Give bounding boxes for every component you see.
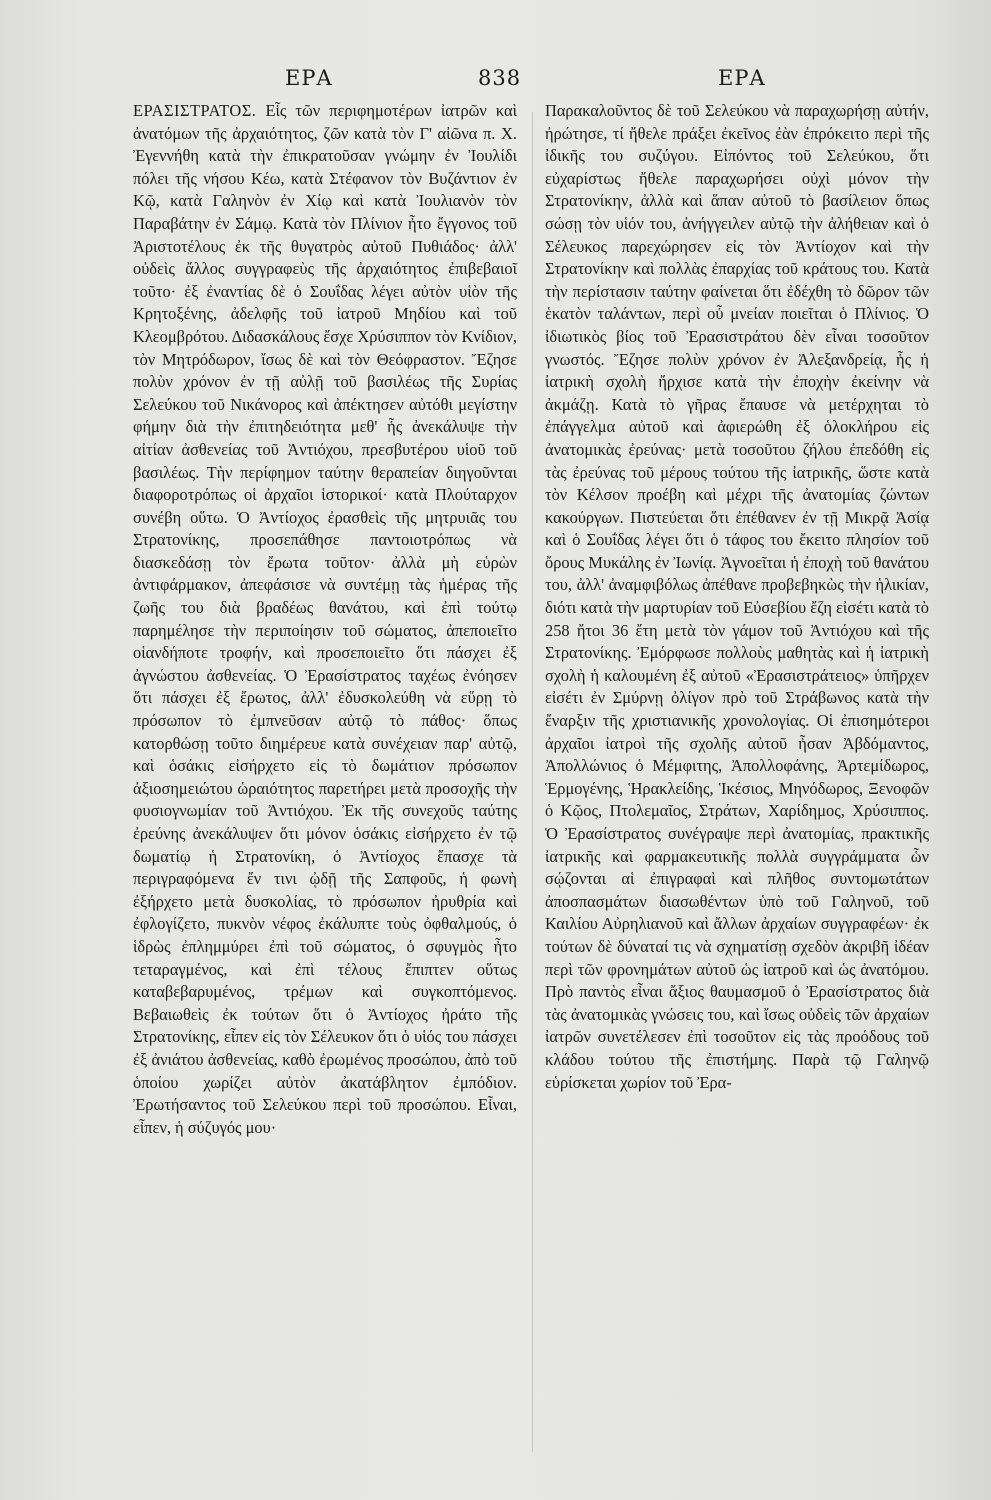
left-column bbox=[133, 100, 517, 1139]
entry-title: ΕΡΑΣΙΣΤΡΑΤΟΣ. bbox=[133, 101, 257, 120]
header-left-guideword: ΕΡΑ bbox=[285, 66, 333, 90]
entry-text: Εἷς τῶν περιφημοτέρων ἰατρῶν καὶ ἀνατόμων τῆς ἀρχαιότητος, ζῶν κατὰ τὸν Γ' αἰῶνα π. Χ. Ἐγεννήθη κατὰ τὴν ἐπικρατοῦσαν γνώμην ἐν Ἰουλίδι πόλει τῆς νήσου Κέω, κατὰ Στέφανον τὸν Βυζάντιον ἐν Κῷ, κατὰ Γαληνὸν ἐν Χίῳ καὶ κατὰ Ἰουλιανὸν τὸν Παραβάτην ἐν Σάμῳ. Κατὰ τὸν Πλίνιον ἦτο ἔγγονος τοῦ Ἀριστοτέλους ἐκ τῆς θυγατρὸς αὐτοῦ Πυθιάδος· ἀλλ' οὐδεὶς ἄλλος συγγραφεὺς τῆς ἀρχαιότητος ἐπιβεβαιοῖ τοῦτο· ἐξ ἐναντίας δὲ ὁ Σουΐδας λέγει αὐτὸν υἱὸν τῆς Κρητοξένης, ἀδελφῆς τοῦ ἰατροῦ Μηδίου καὶ τοῦ Κλεομβρότου. Διδασκάλους ἔσχε Χρύσιππον τὸν Κνίδιον, τὸν Μητρόδωρον, ἴσως δὲ καὶ τὸν Θεόφραστον. Ἔζησε πολὺν χρόνον ἐν τῇ αὐλῇ τοῦ βασιλέως τῆς Συρίας Σελεύκου τοῦ Νικάνορος καὶ ἀπέκτησεν αὐτόθι μεγίστην φήμην διὰ τὴν ἐπιτηδειότητα μεθ' ἧς ἀνεκάλυψε τὴν αἰτίαν ἀσθενείας τοῦ Ἀντιόχου, πρεσβυτέρου υἱοῦ τοῦ βασιλέως. Τὴν περίφημον ταύτην θεραπείαν διηγοῦνται διαφοροτρόπως οἱ ἀρχαῖοι ἱστορικοί· κατὰ Πλούταρχον συνέβη οὕτω. Ὁ Ἀντίοχος ἐρασθεὶς τῆς μητρυιᾶς του Στρατονίκης, προσεπάθησε παντοιοτρόπως νὰ διασκεδάσῃ τὸν ἔρωτα τοῦτον· ἀλλὰ μὴ εὑρὼν ἀντιφάρμακον, ἀπεφάσισε νὰ συντέμῃ τὰς ἡμέρας τῆς ζωῆς του διὰ βραδέως θανάτου, καὶ ἐπὶ τούτῳ παρημέλησε τὴν περιποίησιν τοῦ σώματος, ἀπεποιεῖτο οἱανδήποτε τροφήν, καὶ προσεποιεῖτο ὅτι πάσχει ἐξ ἀγνώστου ἀσθενείας. Ὁ Ἐρασίστρατος ταχέως ἐνόησεν ὅτι πάσχει ἐξ ἔρωτος, ἀλλ' ἐδυσκολεύθη νὰ εὕρῃ τὸ πρόσωπον τὸ ἐμπνεῦσαν αὐτῷ τὸ πάθος· ὅπως κατορθώσῃ τοῦτο διημέρευε κατὰ συνέχειαν παρ' αὐτῷ, καὶ ὁσάκις εἰσήρχετο εἰς τὸ δωμάτιον πρόσωπον ἀξιοσημειώτου ὡραιότητος παρετήρει μετὰ προσοχῆς τὴν φυσιογνωμίαν τοῦ Ἀντιόχου. Ἐκ τῆς συνεχοῦς ταύτης ἐρεύνης ἀνεκάλυψεν ὅτι μόνον ὁσάκις εἰσήρχετο ἐν τῷ δωματίῳ ἡ Στρατονίκη, ὁ Ἀντίοχος ἔπασχε τὰ περιγραφόμενα ἔν τινι ᾠδῇ τῆς Σαπφοῦς, ἡ φωνὴ ἐξήρχετο μετὰ δυσκολίας, τὸ πρόσωπον ἠρυθρία καὶ ἐφλογίζετο, πυκνὸν νέφος ἐκάλυπτε τοὺς ὀφθαλμούς, ὁ ἱδρὼς ἐπλημμύρει ἐπὶ τοῦ σώματος, ὁ σφυγμὸς ἦτο τεταραγμένος, καὶ ἐπὶ τέλους ἔπιπτεν οὕτως καταβεβαρυμένος, τρέμων καὶ συγκοπτόμενος. Βεβαιωθεὶς ἐκ τούτων ὅτι ὁ Ἀντίοχος ἠράτο τῆς Στρατονίκης, εἶπεν εἰς τὸν Σέλευκον ὅτι ὁ υἱός του πάσχει ἐξ ἀνιάτου ἀσθενείας, καθὸ ἐρωμένος προσώπου, ἀπὸ τοῦ ὁποίου χωρίζει αὐτὸν ἀκατάβλητον ἐμπόδιον. Ἐρωτήσαντος τοῦ Σελεύκου περὶ τοῦ προσώπου. Εἶναι, εἶπεν, ἡ σύζυγός μου· bbox=[133, 101, 517, 1137]
page-number: 838 bbox=[478, 66, 522, 90]
continuation-paragraph: Παρακαλοῦντος δὲ τοῦ Σελεύκου νὰ παραχωρήσῃ αὐτήν, ἠρώτησε, τί ἤθελε πράξει ἐκεῖνος ἐὰν ἐπρόκειτο περὶ τῆς ἰδικῆς του συζύγου. Εἰπόντος τοῦ Σελεύκου, ὅτι εὐχαρίστως ἤθελε παραχωρήσει οὐχὶ μόνον τὴν Στρατονίκην, ἀλλὰ καὶ ἅπαν αὐτοῦ τὸ βασίλειον ὅπως σώσῃ τὸν υἱόν του, ἀνήγγειλεν αὐτῷ τὴν ἀλήθειαν καὶ ὁ Σέλευκος παρεχώρησεν εἰς τὸν Ἀντίοχον καὶ τὴν Στρατονίκην καὶ πολλὰς ἐπαρχίας τοῦ κράτους του. Κατὰ τὴν περίστασιν ταύτην φαίνεται ὅτι ἐδέχθη τὸ δῶρον τῶν ἑκατὸν ταλάντων, περὶ οὗ μνείαν ποιεῖται ὁ Πλίνιος. Ὁ ἰδιωτικὸς βίος τοῦ Ἐρασιστράτου δὲν εἶναι τοσοῦτον γνωστός. Ἔζησε πολὺν χρόνον ἐν Ἀλεξανδρείᾳ, ἧς ἡ ἰατρικὴ σχολὴ ἤρχισε κατὰ τὴν ἐποχὴν ἐκείνην νὰ ἀκμάζῃ. Κατὰ τὸ γῆρας ἔπαυσε νὰ μετέρχηται τὸ ἐπάγγελμα αὐτοῦ καὶ ἀφιερώθη ἐξ ὁλοκλήρου εἰς ἀνατομικὰς ἐρεύνας· μετὰ τοσοῦτου ζήλου ἐπεδόθη εἰς τὰς ἐρεύνας τοῦ μέρους τούτου τῆς ἰατρικῆς, ὥστε κατὰ τὸν Κέλσον προέβη καὶ μέχρι τῆς ἀνατομίας ζώντων κακούργων. Πιστεύεται ὅτι ἐπέθανεν ἐν τῇ Μικρᾷ Ἀσίᾳ καὶ ὁ Σουΐδας λέγει ὅτι ὁ τάφος του ἔκειτο πλησίον τοῦ ὄρους Μυκάλης ἐν Ἰωνίᾳ. Ἀγνοεῖται ἡ ἐποχὴ τοῦ θανάτου του, ἀλλ' ἀναμφιβόλως ἀπέθανε προβεβηκὼς τὴν ἡλικίαν, διότι κατὰ τὴν μαρτυρίαν τοῦ Εὐσεβίου ἔζη εἰσέτι κατὰ τὸ 258 ἤτοι 36 ἔτη μετὰ τὸν γάμον τοῦ Ἀντιόχου καὶ τῆς Στρατονίκης. Ἐμόρφωσε πολλοὺς μαθητὰς καὶ ἡ ἰατρικὴ σχολὴ ἡ καλουμένη ἐξ αὐτοῦ «Ἐρασιστράτειος» ὑπῆρχεν εἰσέτι ἐν Σμύρνῃ ὀλίγον πρὸ τοῦ Στράβωνος κατὰ τὴν ἔναρξιν τῆς χριστιανικῆς χρονολογίας. Οἱ ἐπισημότεροι ἀρχαῖοι ἰατροὶ τῆς σχολῆς αὐτοῦ ἦσαν Ἀβδόμαντος, Ἀπολλώνιος ὁ Μέμφιτης, Ἀπολλοφάνης, Ἀρτεμίδωρος, Ἑρμογένης, Ἡρακλείδης, Ἱκέσιος, Μηνόδωρος, Ξενοφῶν ὁ Κῷος, Πτολεμαῖος, Στράτων, Χαρίδημος, Χρύσιππος. Ὁ Ἐρασίστρατος συνέγραψε περὶ ἀνατομίας, πρακτικῆς ἰατρικῆς καὶ φαρμακευτικῆς πολλὰ συγγράμματα ὧν σῴζονται αἱ ἐπιγραφαὶ καὶ πλῆθος συντομωτάτων ἀποσπασμάτων διασωθέντων ὑπὸ τοῦ Γαληνοῦ, τοῦ Καιλίου Αὐρηλιανοῦ καὶ ἄλλων ἀρχαίων συγγραφέων· ἐκ τούτων δὲ δύναταί τις νὰ σχηματίσῃ σχεδὸν ἀκριβῆ ἰδέαν περὶ τῶν φρονημάτων αὐτοῦ ὡς ἰατροῦ καὶ ὡς ἀνατόμου. Πρὸ παντὸς εἶναι ἄξιος θαυμασμοῦ ὁ Ἐρασίστρατος διὰ τὰς ἀνατομικὰς γνώσεις του, καὶ ἴσως οὐδεὶς τῶν ἀρχαίων ἰατρῶν συνετέλεσεν ἐπὶ τοσοῦτον εἰς τὰς προόδους τοῦ κλάδου τούτου τῆς ἐπιστήμης. Παρὰ τῷ Γαληνῷ εὑρίσκεται χωρίον τοῦ Ἐρα- bbox=[545, 101, 929, 1092]
header-right-guideword: ΕΡΑ bbox=[718, 66, 766, 90]
entry-paragraph bbox=[133, 100, 517, 1139]
right-column bbox=[545, 100, 929, 1094]
running-header bbox=[0, 66, 991, 96]
column-divider bbox=[532, 112, 533, 1452]
